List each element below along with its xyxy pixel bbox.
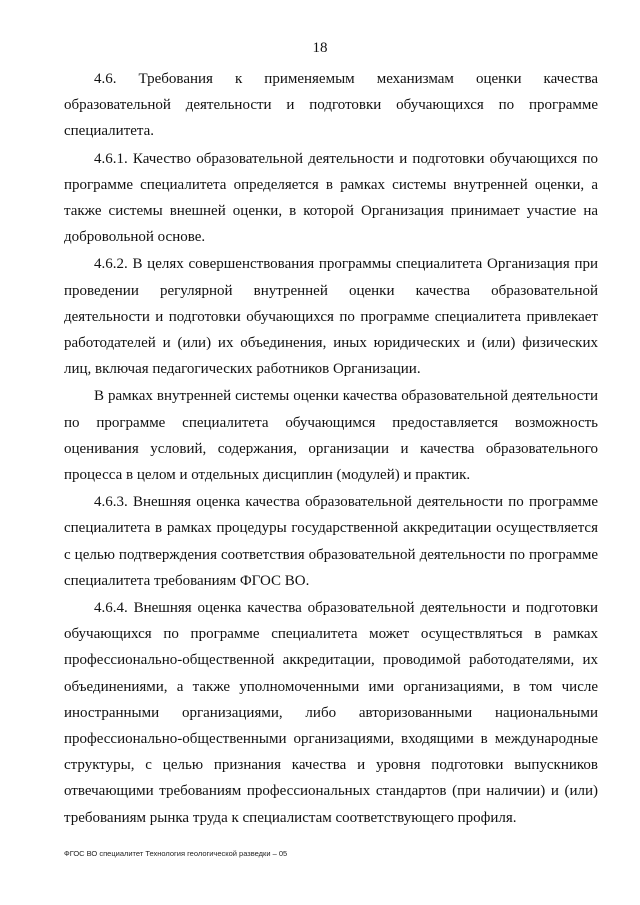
paragraph-4-6-2: 4.6.2. В целях совершенствования программы специалитета Организация при проведении регулярной внутренней оценки качества образовательной деятельности и подготовки обучающихся по программе специалитета привлекает работодателей и (или) их объединения, иных юридических и (или) физических лиц, включая педагогических работников Организации.	[64, 256, 598, 378]
document-body	[64, 66, 598, 832]
page-number: 18	[312, 40, 328, 56]
paragraph-4-6-1: 4.6.1. Качество образовательной деятельности и подготовки обучающихся по программе специалитета определяется в рамках системы внутренней оценки, а также системы внешней оценки, в которой Организация принимает участие на добровольной основе.	[64, 150, 598, 246]
paragraph-4-6-3: 4.6.3. Внешняя оценка качества образовательной деятельности по программе специалитета в рамках процедуры государственной аккредитации осуществляется с целью подтверждения соответствия образовательной деятельности по программе специалитета требованиям ФГОС ВО.	[64, 494, 598, 589]
document-footer: ФГОС ВО специалитет Технология геологической разведки – 05	[64, 849, 288, 858]
paragraph-4-6: 4.6. Требования к применяемым механизмам оценки качества образовательной деятельности и подготовки обучающихся по программе специалитета.	[64, 71, 598, 140]
paragraph-4-6-4: 4.6.4. Внешняя оценка качества образовательной деятельности и подготовки обучающихся по программе специалитета может осуществляться в рамках профессионально-общественной аккредитации, проводимой работодателями, их объединениями, а также уполномоченными ими организациями, в том числе иностранными организациями, либо авторизованными национальными профессионально-общественными организациями, входящими в международные структуры, с целью признания качества и уровня подготовки выпускников отвечающими требованиям профессиональных стандартов (при наличии) и (или) требованиям рынка труда к специалистам соответствующего профиля.	[64, 600, 598, 826]
paragraph-internal-assessment: В рамках внутренней системы оценки качества образовательной деятельности по программе специалитета обучающимся предоставляется возможность оценивания условий, содержания, организации и качества образовательного процесса в целом и отдельных дисциплин (модулей) и практик.	[64, 388, 598, 484]
